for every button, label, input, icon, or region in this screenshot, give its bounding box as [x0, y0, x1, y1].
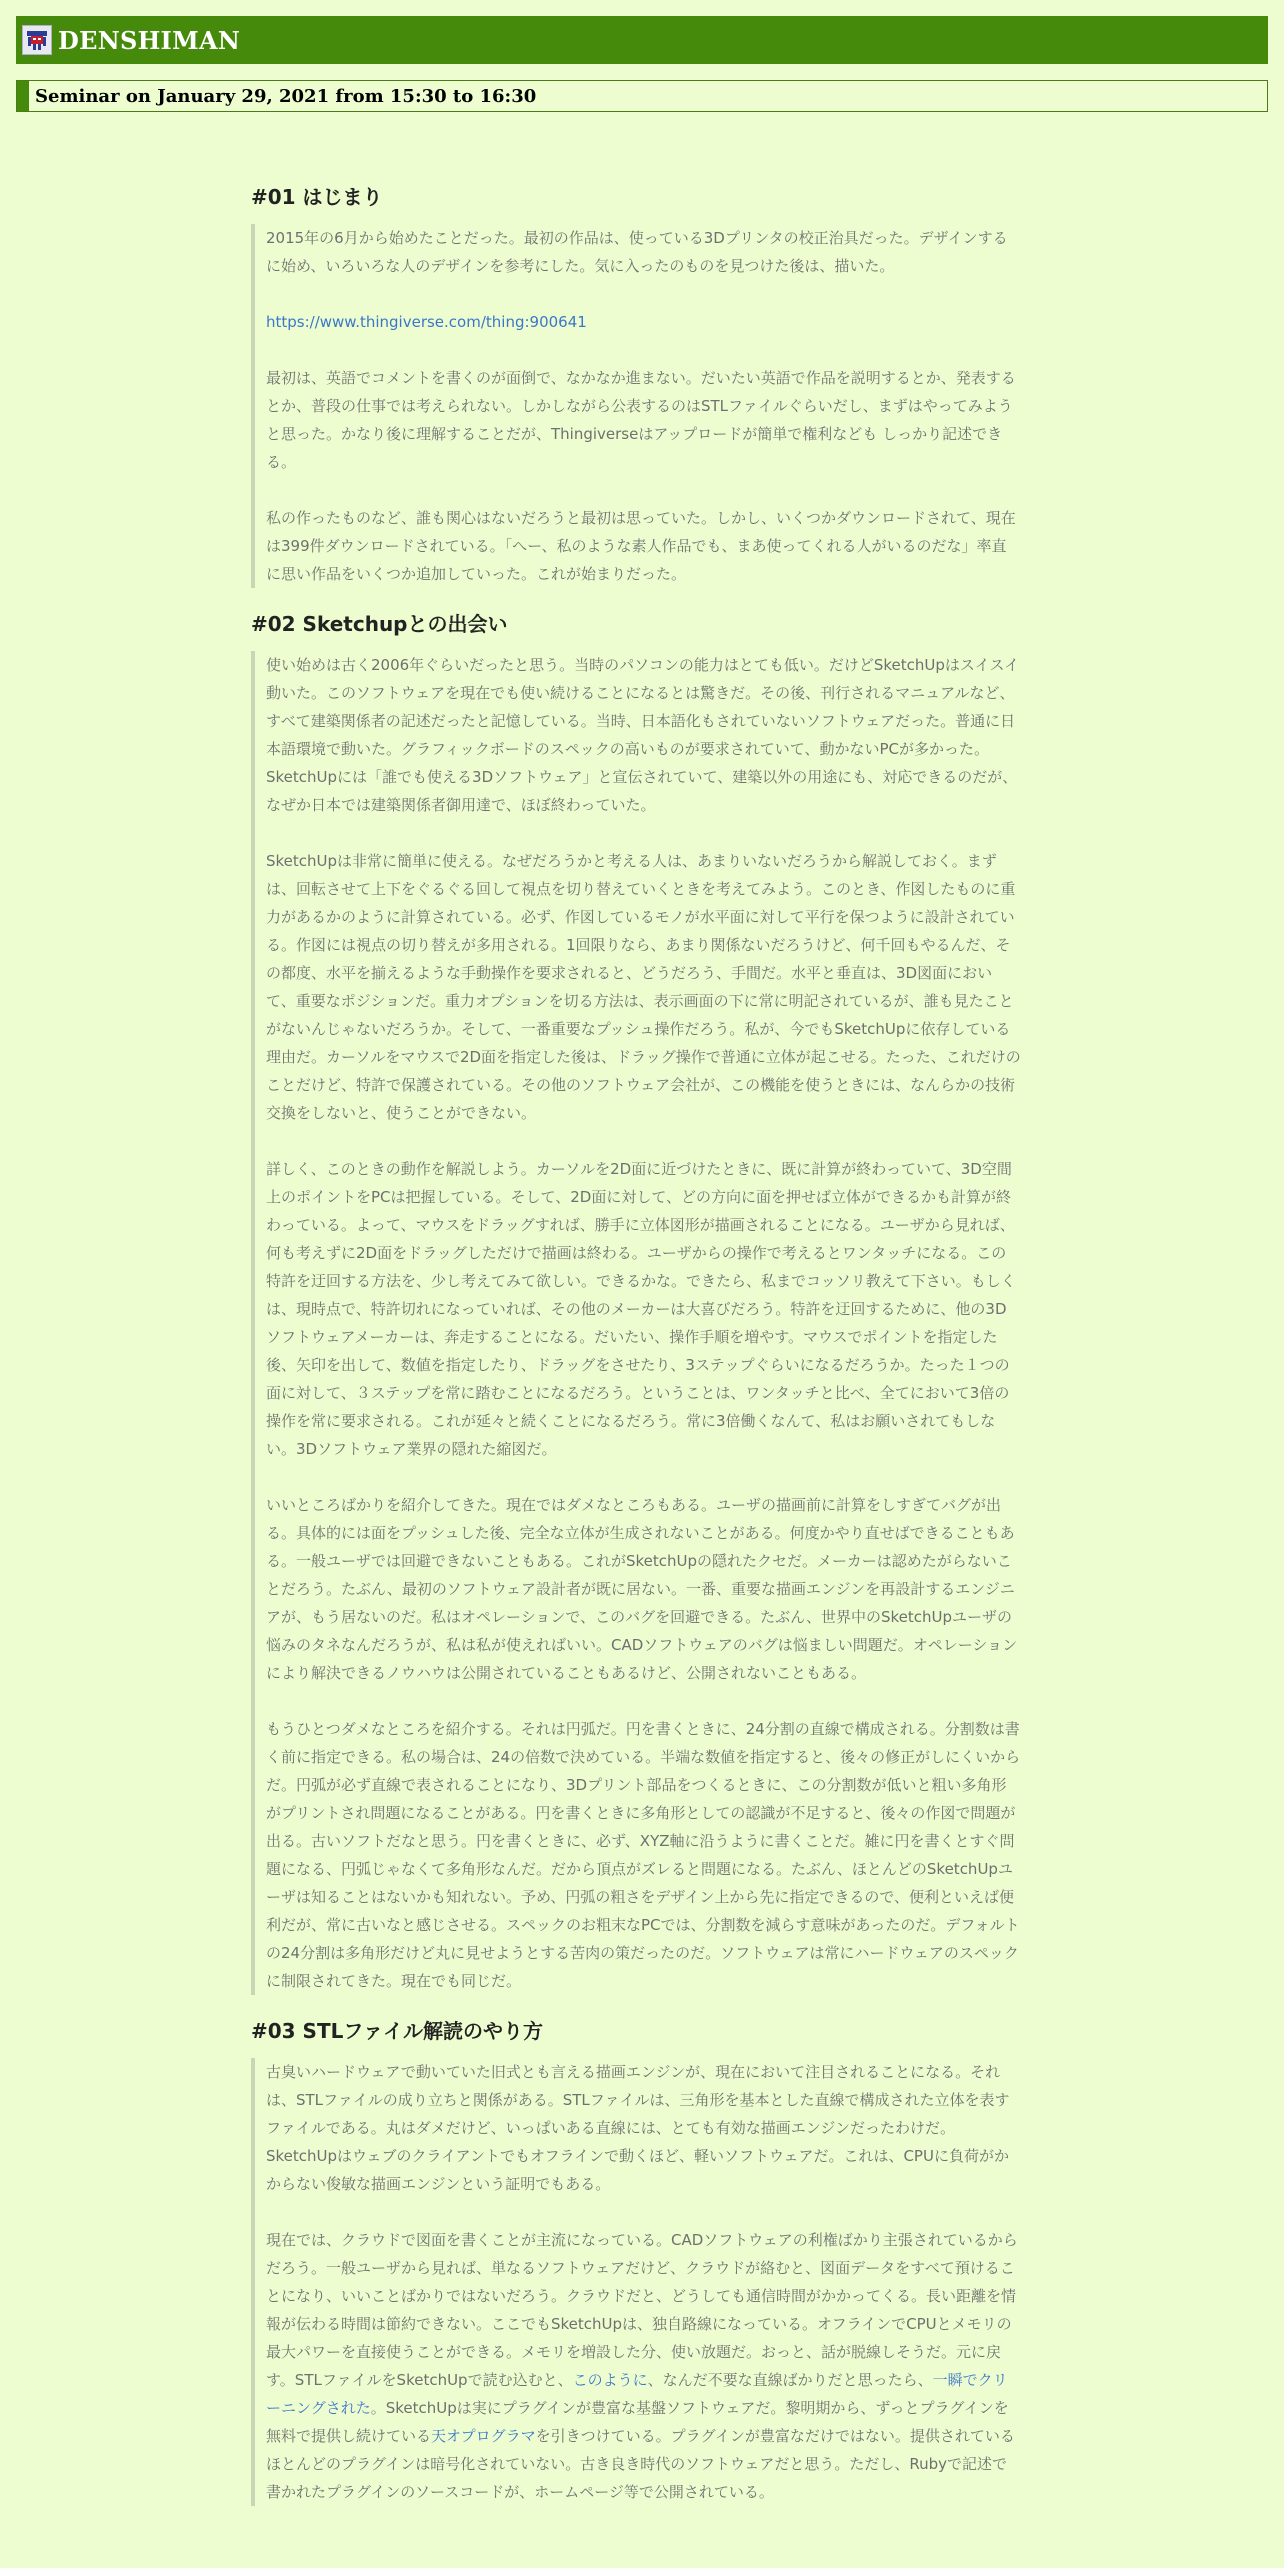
seminar-accent-bar: [17, 81, 29, 111]
site-brand[interactable]: DENSHIMAN: [58, 25, 241, 55]
inline-link[interactable]: 一瞬でクリーニングされた: [266, 2371, 1008, 2417]
section-heading: #02 Sketchupとの出会い: [251, 611, 508, 636]
article-content: [251, 176, 1021, 2521]
robot-logo-graphic: [25, 28, 49, 52]
text-run: 現在では、クラウドで図面を書くことが主流になっている。CADソフトウェアの利権ばかり主張されているからだろう。一般ユーザから見れば、単なるソフトウェアだけど、クラウドが絡むと、図面データをすべて預けることになり、いいことばかりではないだろう。クラウドだと、どうしても通信時間がかかってくる。長い距離を情報が伝わる時間は節約できない。ここでもSketchUpは、独自路線になっている。オフラインでCPUとメモリの最大パワーを直接使うことができる。メモリを増設した分、使い放題だ。おっと、話が脱線しそうだ。元に戻す。STLファイルをSketchUpで読む込むと、: [266, 2231, 1018, 2389]
seminar-banner: [16, 80, 1268, 112]
paragraph: 詳しく、このときの動作を解説しよう。カーソルを2D面に近づけたときに、既に計算が終わっていて、3D空間上のポイントをPCは把握している。そして、2D面に対して、どの方向に面を押せば立体ができるかも計算が終わっている。よって、マウスをドラッグすれば、勝手に立体図形が描画されることになる。ユーザから見れば、何も考えずに2D面をドラッグしただけで描画は終わる。ユーザからの操作で考えるとワンタッチになる。この特許を迂回する方法を、少し考えてみて欲しい。できるかな。できたら、私までコッソリ教えて下さい。もしくは、現時点で、特許切れになっていれば、その他のメーカーは大喜びだろう。特許を迂回するために、他の3Dソフトウェアメーカーは、奔走することになる。だいたい、操作手順を増やす。マウスでポイントを指定した後、矢印を出して、数値を指定したり、ドラッグをさせたり、3ステップぐらいになるだろうか。たった１つの面に対して、３ステップを常に踏むことになるだろう。ということは、ワンタッチと比べ、全てにおいて3倍の操作を常に要求される。これが延々と続くことになるだろう。常に3倍働くなんて、私はお願いされてもしない。3Dソフトウェア業界の隠れた縮図だ。: [266, 1160, 1016, 1458]
section-heading: #01 はじまり: [251, 184, 383, 209]
text-run: を引きつけている。プラグインが豊富なだけではない。提供されているほとんどのプラグインは暗号化されていない。古き良き時代のソフトウェアだと思う。ただし、Rubyで記述で書かれたプラグインのソースコードが、ホームページ等で公開されている。: [266, 2427, 1015, 2501]
inline-link[interactable]: 天オプログラマ: [431, 2427, 536, 2445]
paragraph: 最初は、英語でコメントを書くのが面倒で、なかなか進まない。だいたい英語で作品を説明するとか、発表するとか、普段の仕事では考えられない。しかしながら公表するのはSTLファイルぐらいだし、まずはやってみようと思った。かなり後に理解することだが、Thingiverseはアップロードが簡単で権利なども しっかり記述できる。: [266, 369, 1016, 471]
paragraph: SketchUpは非常に簡単に使える。なぜだろうかと考える人は、あまりいないだろうから解説しておく。まずは、回転させて上下をぐるぐる回して視点を切り替えていくときを考えてみよう。このとき、作図したものに重力があるかのように計算されている。必ず、作図しているモノが水平面に対して平行を保つように設計されている。作図には視点の切り替えが多用される。1回限りなら、あまり関係ないだろうけど、何千回もやるんだ、その都度、水平を揃えるような手動操作を要求されると、どうだろう、手間だ。水平と垂直は、3D図面において、重要なポジションだ。重力オプションを切る方法は、表示画面の下に常に明記されているが、誰も見たことがないんじゃないだろうか。そして、一番重要なプッシュ操作だろう。私が、今でもSketchUpに依存している理由だ。カーソルをマウスで2D面を指定した後は、ドラッグ操作で普通に立体が起こせる。たった、これだけのことだけど、特許で保護されている。その他のソフトウェア会社が、この機能を使うときには、なんらかの技術交換をしないと、使うことができない。: [266, 852, 1021, 1122]
section-blockquote: [251, 2058, 1021, 2506]
seminar-title: Seminar on January 29, 2021 from 15:30 to 16:30: [35, 85, 537, 107]
text-run: 、なんだ不要な直線ばかりだと思ったら、: [647, 2371, 933, 2389]
section-blockquote: [251, 651, 1021, 1995]
robot-logo-icon[interactable]: [22, 25, 52, 55]
paragraph: もうひとつダメなところを紹介する。それは円弧だ。円を書くときに、24分割の直線で構成される。分割数は書く前に指定できる。私の場合は、24の倍数で決めている。半端な数値を指定すると、後々の修正がしにくいからだ。円弧が必ず直線で表されることになり、3Dプリント部品をつくるときに、この分割数が低いと粗い多角形がプリントされ問題になることがある。円を書くときに多角形としての認識が不足すると、後々の作図で問題が出る。古いソフトだなと思う。円を書くときに、必ず、XYZ軸に沿うように書くことだ。雑に円を書くとすぐ問題になる、円弧じゃなくて多角形なんだ。だから頂点がズレると問題になる。たぶん、ほとんどのSketchUpユーザは知ることはないかも知れない。予め、円弧の粗さをデザイン上から先に指定できるので、便利といえば便利だが、常に古いなと感じさせる。スペックのお粗末なPCでは、分割数を減らす意味があったのだ。デフォルトの24分割は多角形だけど丸に見せようとする苦肉の策だったのだ。ソフトウェアは常にハードウェアのスペックに制限されてきた。現在でも同じだ。: [266, 1720, 1021, 1990]
text-run: 。SketchUpは実にプラグインが豊富な基盤ソフトウェアだ。黎明期から、ずっとプラグインを無料で提供し続けている: [266, 2399, 1009, 2445]
section-heading: #03 STLファイル解読のやり方: [251, 2018, 543, 2043]
paragraph: 古臭いハードウェアで動いていた旧式とも言える描画エンジンが、現在において注目されることになる。それは、STLファイルの成り立ちと関係がある。STLファイルは、三角形を基本とした直線で構成された立体を表すファイルである。丸はダメだけど、いっぱいある直線には、とても有効な描画エンジンだったわけだ。SketchUpはウェブのクライアントでもオフラインで動くほど、軽いソフトウェアだ。これは、CPUに負荷がかからない俊敏な描画エンジンという証明でもある。: [266, 2063, 1010, 2193]
paragraph: [266, 2226, 1021, 2506]
site-header: [16, 16, 1268, 64]
inline-link[interactable]: このように: [572, 2371, 648, 2389]
thingiverse-link[interactable]: https://www.thingiverse.com/thing:900641: [266, 313, 587, 331]
link-paragraph: [266, 308, 1021, 336]
paragraph: 2015年の6月から始めたことだった。最初の作品は、使っている3Dプリンタの校正治具だった。デザインするに始め、いろいろな人のデザインを参考にした。気に入ったのものを見つけた後は、描いた。: [266, 229, 1008, 275]
section-blockquote: [251, 224, 1021, 588]
paragraph: 使い始めは古く2006年ぐらいだったと思う。当時のパソコンの能力はとても低い。だけどSketchUpはスイスイ動いた。このソフトウェアを現在でも使い続けることになるとは驚きだ。その後、刊行されるマニュアルなど、すべて建築関係者の記述だったと記憶している。当時、日本語化もされていないソフトウェアだった。普通に日本語環境で動いた。グラフィックボードのスペックの高いものが要求されていて、動かないPCが多かった。SketchUpには「誰でも使える3Dソフトウェア」と宣伝されていて、建築以外の用途にも、対応できるのだが、なぜか日本では建築関係者御用達で、ほぼ終わっていた。: [266, 656, 1020, 814]
paragraph: 私の作ったものなど、誰も関心はないだろうと最初は思っていた。しかし、いくつかダウンロードされて、現在は399件ダウンロードされている。「へー、私のような素人作品でも、まあ使ってくれる人がいるのだな」率直に思い作品をいくつか追加していった。これが始まりだった。: [266, 509, 1016, 583]
paragraph: いいところばかりを紹介してきた。現在ではダメなところもある。ユーザの描画前に計算をしすぎてバグが出る。具体的には面をプッシュした後、完全な立体が生成されないことがある。何度かやり直せばできることもある。一般ユーザでは回避できないこともある。これがSketchUpの隠れたクセだ。メーカーは認めたがらないことだろう。たぶん、最初のソフトウェア設計者が既に居ない。一番、重要な描画エンジンを再設計するエンジニアが、もう居ないのだ。私はオペレーションで、このバグを回避できる。たぶん、世界中のSketchUpユーザの悩みのタネなんだろうが、私は私が使えればいい。CADソフトウェアのバグは悩ましい問題だ。オペレーションにより解決できるノウハウは公開されていることもあるけど、公開されないこともある。: [266, 1496, 1018, 1682]
